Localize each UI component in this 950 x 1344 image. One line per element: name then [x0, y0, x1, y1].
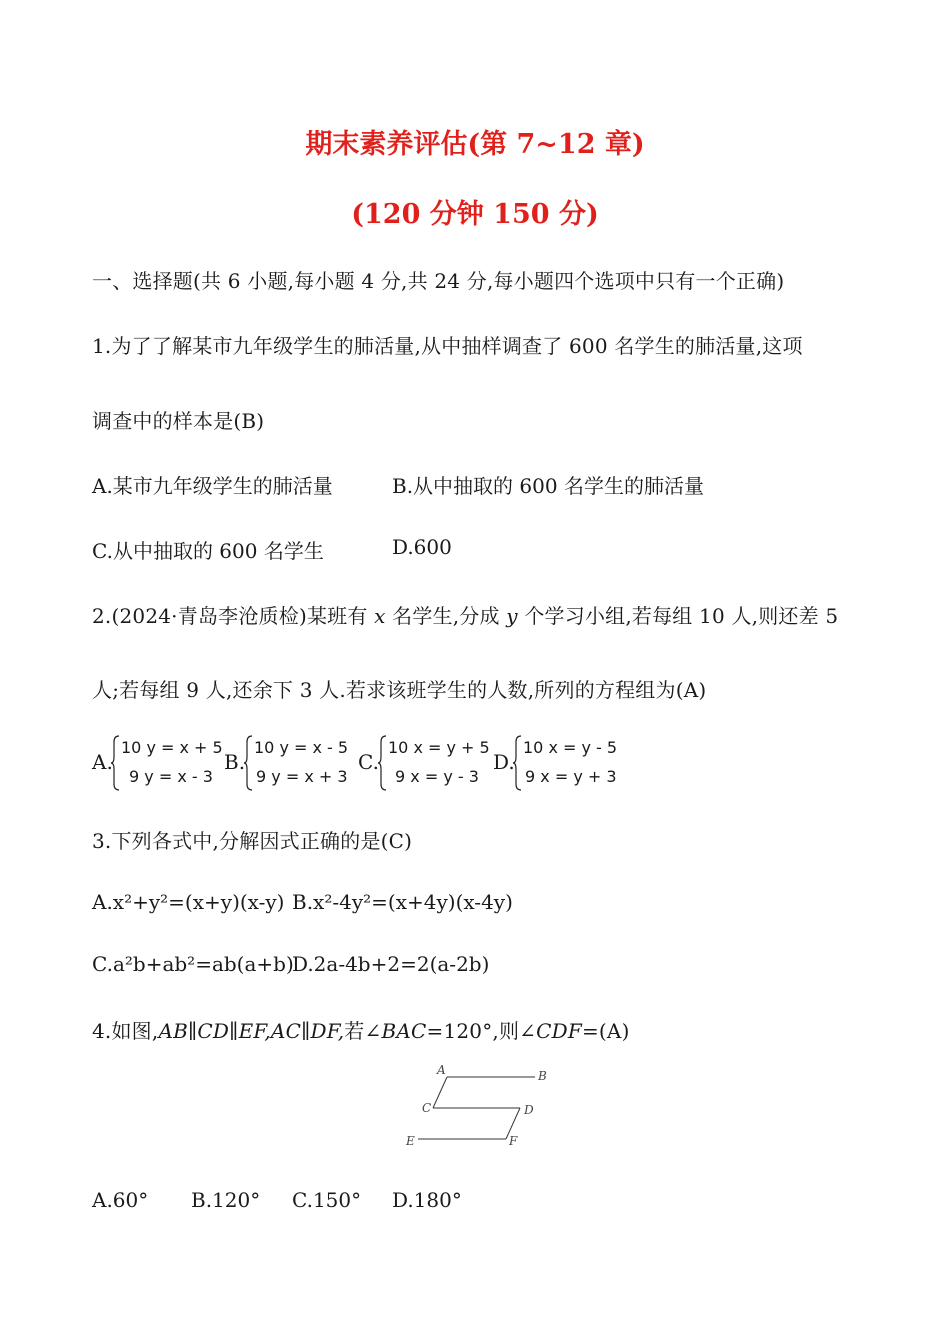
q2-option-c-eq1: 10 x = y + 5 — [388, 738, 490, 757]
q1-stem-line1: 1.为了了解某市九年级学生的肺活量,从中抽样调查了 600 名学生的肺活量,这项 — [92, 334, 803, 358]
q2-option-b-eq1: 10 y = x - 5 — [254, 738, 349, 757]
q4-stem — [92, 1015, 630, 1044]
q2-stem-line1 — [92, 600, 838, 629]
q4-stem-part7: =(A) — [581, 1019, 630, 1043]
q4-parallel-lines-figure — [400, 1062, 560, 1154]
left-brace-icon — [244, 735, 254, 791]
q4-stem-part5: =120°,则∠ — [426, 1019, 537, 1043]
q4-option-c: C.150° — [292, 1188, 362, 1212]
q4-option-d: D.180° — [392, 1188, 462, 1212]
left-brace-icon — [513, 735, 523, 791]
fig-label-f: F — [509, 1134, 518, 1148]
q4-stem-part3: 若∠ — [344, 1019, 382, 1043]
left-brace-icon — [111, 735, 121, 791]
q4-stem-part4: BAC — [381, 1019, 427, 1043]
q1-option-a: A.某市九年级学生的肺活量 — [92, 474, 333, 498]
q4-stem-part1: 4.如图, — [92, 1019, 159, 1043]
fig-label-c: C — [422, 1101, 432, 1115]
page-subtitle: (120 分钟 150 分) — [351, 199, 599, 230]
q2-option-a-eq1: 10 y = x + 5 — [121, 738, 223, 757]
q2-option-d-label: D. — [493, 750, 515, 774]
left-brace-icon — [378, 735, 388, 791]
q4-option-b: B.120° — [191, 1188, 261, 1212]
q1-option-c: C.从中抽取的 600 名学生 — [92, 539, 324, 563]
fig-label-d: D — [524, 1103, 534, 1117]
line-ac — [433, 1077, 447, 1108]
q4-stem-part6: CDF — [536, 1019, 582, 1043]
q2-option-b-eq2: 9 y = x + 3 — [256, 767, 348, 786]
q2-option-d-eq2: 9 x = y + 3 — [525, 767, 617, 786]
q2-stem-part2: 名学生,分成 — [385, 604, 507, 628]
q2-option-d-eq1: 10 x = y - 5 — [523, 738, 618, 757]
q2-option-b-label: B. — [224, 750, 246, 774]
q2-option-c-label: C. — [358, 750, 379, 774]
q2-option-a-label: A. — [92, 750, 113, 774]
q3-option-d: D.2a-4b+2=2(a-2b) — [292, 952, 490, 976]
q2-option-c-eq2: 9 x = y - 3 — [395, 767, 479, 786]
q1-option-d: D.600 — [392, 535, 452, 559]
q2-stem-part3: 个学习小组,若每组 10 人,则还差 5 — [517, 604, 839, 628]
q2-stem-part1: 2.(2024·青岛李沧质检)某班有 — [92, 604, 375, 628]
q2-stem-line2: 人;若每组 9 人,还余下 3 人.若求该班学生的人数,所列的方程组为(A) — [92, 678, 707, 702]
q4-stem-part2: AB∥CD∥EF,AC∥DF, — [158, 1019, 345, 1043]
fig-label-e: E — [406, 1134, 415, 1148]
q3-option-a: A.x²+y²=(x+y)(x-y) — [92, 890, 285, 914]
q2-option-a-eq2: 9 y = x - 3 — [129, 767, 213, 786]
q2-var-y: y — [506, 604, 518, 628]
q3-option-c: C.a²b+ab²=ab(a+b) — [92, 952, 294, 976]
page-title: 期末素养评估(第 7~12 章) — [305, 129, 645, 160]
q1-stem-line2: 调查中的样本是(B) — [92, 409, 265, 433]
fig-label-b: B — [538, 1069, 547, 1083]
section-heading: 一、选择题(共 6 小题,每小题 4 分,共 24 分,每小题四个选项中只有一个正确) — [92, 269, 785, 293]
q4-option-a: A.60° — [92, 1188, 149, 1212]
q1-option-b: B.从中抽取的 600 名学生的肺活量 — [392, 474, 704, 498]
q3-option-b: B.x²-4y²=(x+4y)(x-4y) — [292, 890, 513, 914]
q3-stem: 3.下列各式中,分解因式正确的是(C) — [92, 829, 413, 853]
q2-var-x: x — [374, 604, 386, 628]
fig-label-a: A — [437, 1063, 446, 1077]
